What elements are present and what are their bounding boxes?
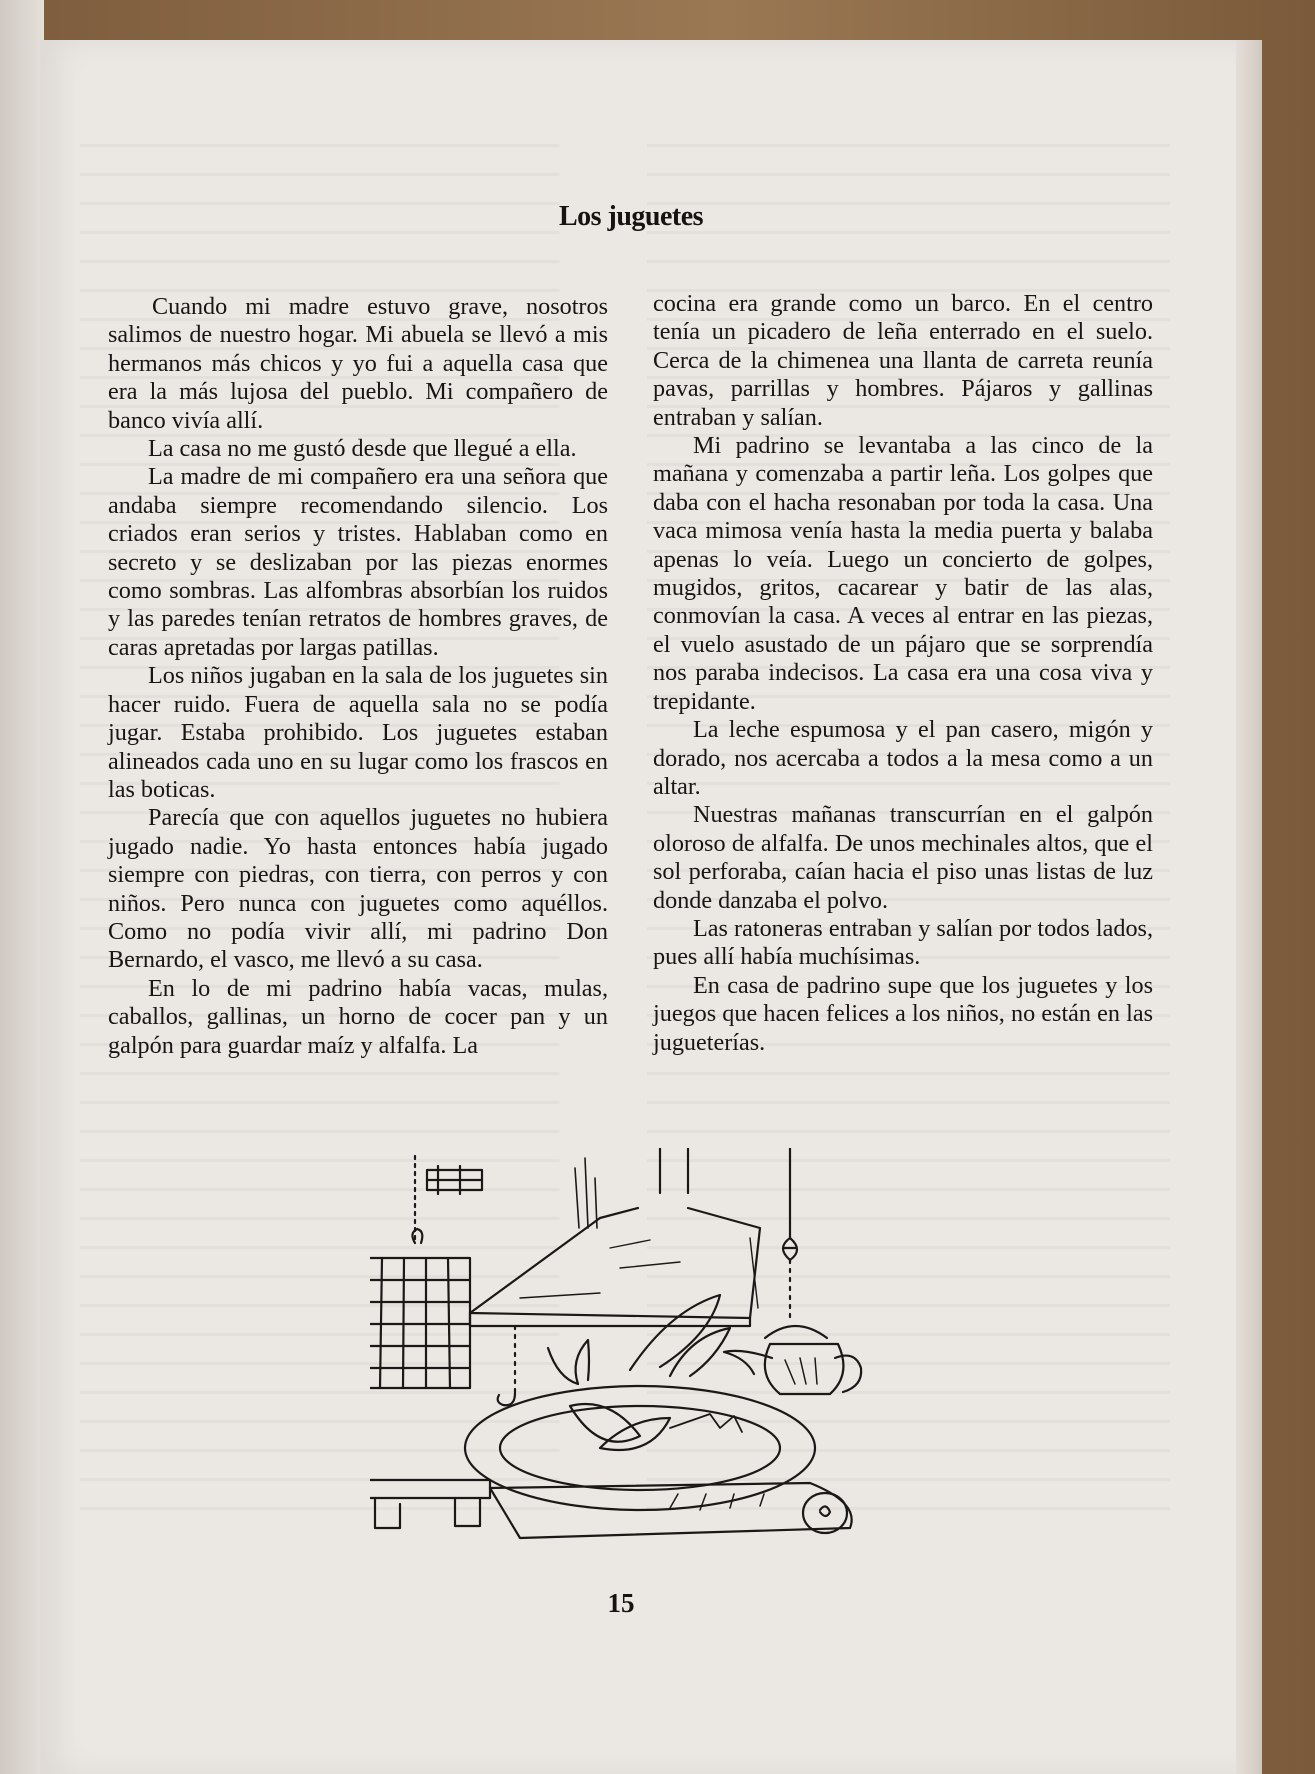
page-title: Los juguetes	[558, 201, 704, 232]
page-number: 15	[607, 1588, 635, 1618]
left-column	[108, 293, 608, 1060]
right-column	[653, 290, 1153, 1057]
paragraph: La madre de mi compañero era una señora que andaba siempre recomendando silencio. Los criados eran serios y tristes. Hablaban como en secreto y se deslizaban por las piezas enormes como sombras. Las alfombras absorbían los ruidos y las paredes tenían retratos de hombres graves, de caras apretadas por largas patillas.	[108, 463, 608, 661]
paragraph: Parecía que con aquellos juguetes no hubiera jugado nadie. Yo hasta entonces había jugado siempre con piedras, con tierra, con perros y con niños. Pero nunca con juguetes como aquéllos. Como no podía vivir allí, mi padrino Don Bernardo, el vasco, me llevó a su casa.	[108, 804, 608, 974]
paragraph: Mi padrino se levantaba a las cinco de la mañana y comenzaba a partir leña. Los golpes que daba con el hacha resonaban por toda la casa. Una vaca mimosa venía hasta la media puerta y balaba apenas lo veía. Luego un concierto de golpes, mugidos, gritos, cacarear y batir de las alas, conmovían la casa. A veces al entrar en las piezas, el vuelo asustado de un pájaro que se sorprendía nos paraba indecisos. La casa era una cosa viva y trepidante.	[653, 432, 1153, 715]
paragraph: La casa no me gustó desde que llegué a ella.	[148, 435, 577, 463]
kitchen-sketch-icon	[370, 1148, 970, 1568]
paragraph: Cuando mi madre estuvo grave, nosotros salimos de nuestro hogar. Mi abuela se llevó a mis hermanos más chicos y yo fui a aquella casa que era la más lujosa del pueblo. Mi compañero de banco vivía allí.	[108, 293, 608, 434]
paragraph: La leche espumosa y el pan casero, migón y dorado, nos acercaba a todos a la mesa como a un altar.	[653, 716, 1153, 800]
book-spine	[0, 0, 44, 1774]
paragraph: Los niños jugaban en la sala de los juguetes sin hacer ruido. Fuera de aquella sala no se podía jugar. Estaba prohibido. Los juguetes estaban alineados cada uno en su lugar como los frascos en las boticas.	[108, 662, 608, 803]
paragraph: En lo de mi padrino había vacas, mulas, caballos, gallinas, un horno de cocer pan y un galpón para guardar maíz y alfalfa. La	[108, 974, 608, 1059]
paragraph: En casa de padrino supe que los juguetes y los juegos que hacen felices a los niños, no están en las jugueterías.	[653, 971, 1153, 1056]
paragraph: cocina era grande como un barco. En el centro tenía un picadero de leña enterrado en el suelo. Cerca de la chimenea una llanta de carreta reunía pavas, parrillas y hombres. Pájaros y gallinas entraban y salían.	[653, 290, 1153, 431]
paragraph: Nuestras mañanas transcurrían en el galpón oloroso de alfalfa. De unos mechinales altos, que el sol perforaba, caían hacia el piso unas listas de luz donde danzaba el polvo.	[653, 801, 1153, 914]
page-edge	[1236, 40, 1262, 1774]
paragraph: Las ratoneras entraban y salían por todos lados, pues allí había muchísimas.	[653, 914, 1153, 971]
